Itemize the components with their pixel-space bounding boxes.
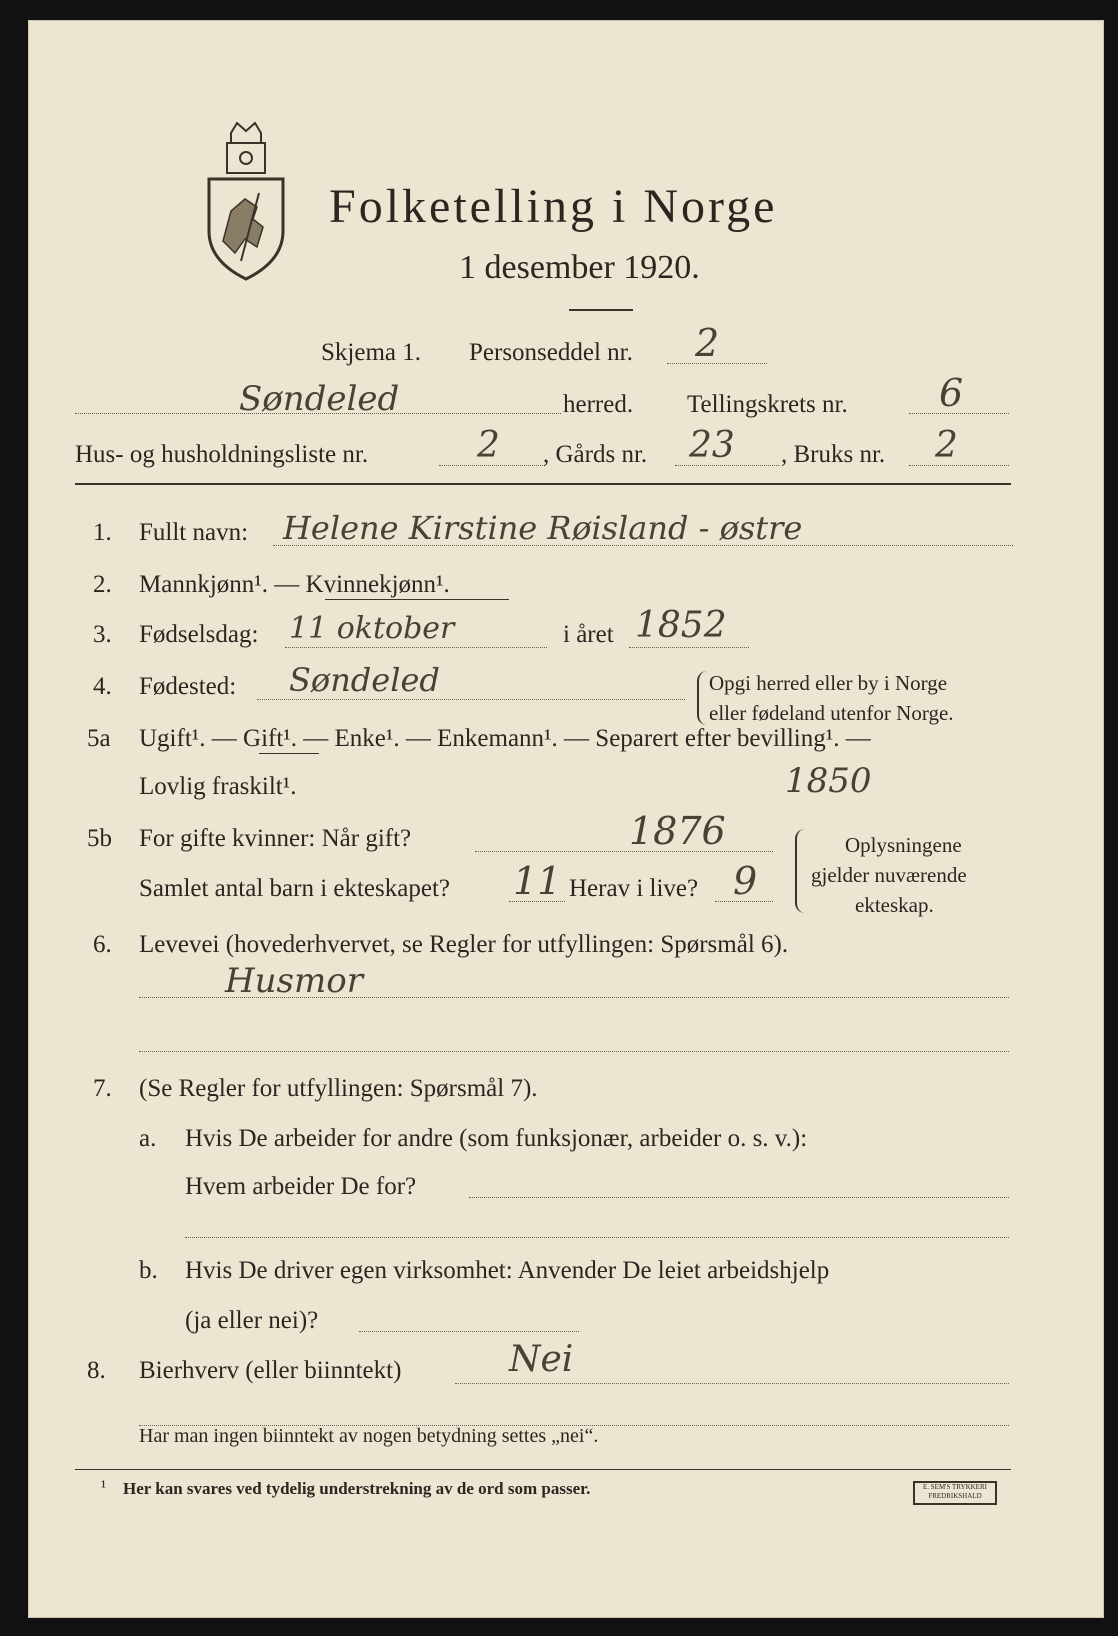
q4-note-2: eller fødeland utenfor Norge.	[709, 701, 954, 725]
q4-label: Fødested:	[139, 673, 237, 700]
q6-label: Levevei (hovederhvervet, se Regler for utfyllingen: Spørsmål 6).	[139, 931, 789, 958]
q8-value: Nei	[509, 1339, 574, 1380]
gards-value: 23	[689, 425, 735, 466]
tellingskrets-value: 6	[939, 371, 964, 415]
q5b-value-3: 9	[733, 859, 758, 903]
q4-brace	[697, 671, 707, 725]
q2-number: 2.	[93, 571, 112, 598]
q5b-label-3: Herav i live?	[569, 875, 699, 902]
q5b-note-2: gjelder nuværende	[811, 863, 967, 887]
footnote-text: Her kan svares ved tydelig understrekning av de ord som passer.	[123, 1479, 591, 1498]
footer-note: Har man ingen biinntekt av nogen betydning settes „nei“.	[139, 1425, 599, 1447]
census-form	[28, 20, 1104, 1618]
q7-number: 7.	[93, 1075, 112, 1102]
q3-label: Fødselsdag:	[139, 621, 259, 648]
q1-number: 1.	[93, 519, 112, 546]
census-date: 1 desember 1920.	[459, 249, 700, 286]
q5b-brace	[795, 829, 805, 913]
q8-label: Bierhverv (eller biinntekt)	[139, 1357, 402, 1384]
q7a-line-1: Hvis De arbeider for andre (som funksjonær, arbeider o. s. v.):	[185, 1125, 808, 1152]
q4-value: Søndeled	[289, 661, 440, 699]
bruks-label: , Bruks nr.	[781, 441, 886, 468]
norwegian-coat-of-arms-icon	[201, 121, 291, 281]
q5b-value-1: 1876	[629, 809, 726, 853]
q2-label: Mannkjønn¹. — Kvinnekjønn¹.	[139, 571, 450, 598]
herred-value: Søndeled	[239, 379, 400, 419]
skjema-label: Skjema 1.	[321, 339, 421, 366]
q7b-letter: b.	[139, 1257, 158, 1284]
herred-label: herred.	[563, 391, 634, 418]
gift-underline	[259, 753, 319, 754]
q1-label: Fullt navn:	[139, 519, 249, 546]
personseddel-value: 2	[695, 321, 720, 365]
q5a-number: 5a	[87, 725, 111, 752]
hus-value: 2	[477, 425, 500, 466]
title-divider	[569, 309, 633, 311]
q4-note-1: Opgi herred eller by i Norge	[709, 671, 948, 695]
q5b-note-3: ekteskap.	[855, 893, 934, 917]
printer-stamp: E. SEM'S TRYKKERI FREDRIKSHALD	[913, 1481, 997, 1505]
hus-label: Hus- og husholdningsliste nr.	[75, 441, 369, 468]
q3-number: 3.	[93, 621, 112, 648]
footer-rule	[75, 1469, 1011, 1470]
gards-label: , Gårds nr.	[543, 441, 648, 468]
q5a-line-1: Ugift¹. — Gift¹. — Enke¹. — Enkemann¹. — Separert efter bevilling¹. —	[139, 725, 871, 752]
q1-value: Helene Kirstine Røisland - østre	[283, 509, 803, 547]
q7a-letter: a.	[139, 1125, 157, 1152]
footnote-mark: ¹	[101, 1477, 107, 1496]
q3-value: 11 oktober	[289, 611, 455, 646]
q5b-value-2: 11	[513, 859, 562, 903]
header-rule	[75, 483, 1011, 485]
kvinnekjonn-underline	[325, 599, 509, 600]
q5b-label-2: Samlet antal barn i ekteskapet?	[139, 875, 450, 902]
q5a-line-2: Lovlig fraskilt¹.	[139, 773, 297, 800]
q5b-note-1: Oplysningene	[845, 833, 962, 857]
q4-number: 4.	[93, 673, 112, 700]
q6-value: Husmor	[225, 961, 363, 1001]
q7b-line-2: (ja eller nei)?	[185, 1307, 319, 1334]
q3-aar-value: 1852	[635, 605, 727, 646]
tellingskrets-label: Tellingskrets nr.	[687, 391, 848, 418]
q7b-line-1: Hvis De driver egen virksomhet: Anvender De leiet arbeidshjelp	[185, 1257, 830, 1284]
q7a-line-2: Hvem arbeider De for?	[185, 1173, 417, 1200]
q5b-label-1: For gifte kvinner: Når gift?	[139, 825, 412, 852]
q7-label: (Se Regler for utfyllingen: Spørsmål 7).	[139, 1075, 538, 1102]
q8-number: 8.	[87, 1357, 106, 1384]
q5a-extra-value: 1850	[785, 761, 872, 801]
personseddel-label: Personseddel nr.	[469, 339, 633, 366]
q5b-number: 5b	[87, 825, 112, 852]
form-title: Folketelling i Norge	[329, 180, 778, 233]
bruks-value: 2	[935, 425, 958, 466]
q6-number: 6.	[93, 931, 112, 958]
q3-aar-label: i året	[563, 621, 614, 648]
